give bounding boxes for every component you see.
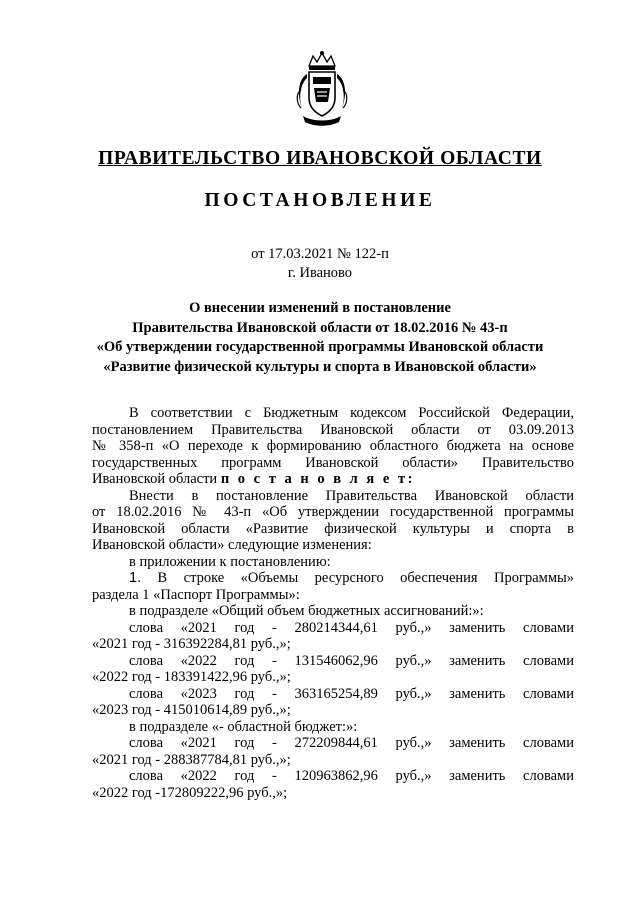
body-line: слова «2021 год - 272209844,61 руб.,» заменить словами (129, 735, 574, 751)
document-type: ПОСТАНОВЛЕНИЕ (204, 190, 436, 211)
body-line: Ивановской области» следующие изменения: (92, 537, 372, 553)
title-line: «Об утверждении государственной программы Ивановской области (96, 339, 544, 355)
body-line: слова «2021 год - 280214344,61 руб.,» заменить словами (129, 619, 574, 636)
body-line: «2021 год - 316392284,81 руб.,»; (92, 636, 291, 652)
document-body (92, 405, 574, 801)
title-line: «Развитие физической культуры и спорта в Ивановской области» (103, 358, 537, 375)
body-line: слова «2022 год - 120963862,96 руб.,» заменить словами (129, 768, 574, 784)
organization-name: ПРАВИТЕЛЬСТВО ИВАНОВСКОЙ ОБЛАСТИ (98, 148, 542, 169)
document-title (60, 299, 580, 377)
body-line: государственных программ Ивановской области» Правительство (92, 454, 574, 471)
body-line: № 358-п «О переходе к формированию областного бюджета на основе (92, 438, 574, 454)
body-line: раздела 1 «Паспорт Программы»: (92, 586, 300, 603)
body-line: В соответствии с Бюджетным кодексом Российской Федерации, (129, 405, 574, 421)
body-line: слова «2023 год - 363165254,89 руб.,» заменить словами (129, 685, 574, 702)
item-number: 1. (129, 570, 142, 586)
body-line: «2023 год - 415010614,89 руб.,»; (92, 702, 291, 718)
body-line (92, 471, 574, 488)
body-text: В строке «Объемы ресурсного обеспечения Программы» (157, 570, 574, 586)
body-line: в подразделе «Общий объем бюджетных ассигнований:»: (129, 603, 484, 619)
decree-word: п о с т а н о в л я е т: (220, 471, 415, 487)
body-text: Ивановской области (92, 471, 218, 487)
body-line: «2022 год -172809222,96 руб.,»; (92, 784, 288, 801)
body-line: слова «2022 год - 131546062,96 руб.,» заменить словами (129, 652, 574, 669)
body-line: Ивановской области «Развитие физической культуры и спорта в (92, 520, 574, 537)
coat-of-arms-icon (295, 50, 349, 128)
body-line: от 18.02.2016 № 43-п «Об утверждении государственной программы (92, 504, 574, 520)
title-line: О внесении изменений в постановление (189, 300, 451, 316)
body-line (92, 570, 574, 587)
body-line: в приложении к постановлению: (129, 553, 331, 570)
body-line: постановлением Правительства Ивановской области от 03.09.2013 (92, 421, 574, 438)
body-line: «2022 год - 183391422,96 руб.,»; (92, 669, 291, 685)
title-line: Правительства Ивановской области от 18.02.2016 № 43-п (132, 319, 508, 336)
document-city: г. Иваново (287, 265, 353, 281)
body-line: Внести в постановление Правительства Ивановской области (129, 487, 574, 504)
body-line: в подразделе «- областной бюджет:»: (129, 718, 358, 735)
body-line: «2021 год - 288387784,81 руб.,»; (92, 751, 291, 768)
document-date-number: от 17.03.2021 № 122-п (251, 246, 389, 262)
